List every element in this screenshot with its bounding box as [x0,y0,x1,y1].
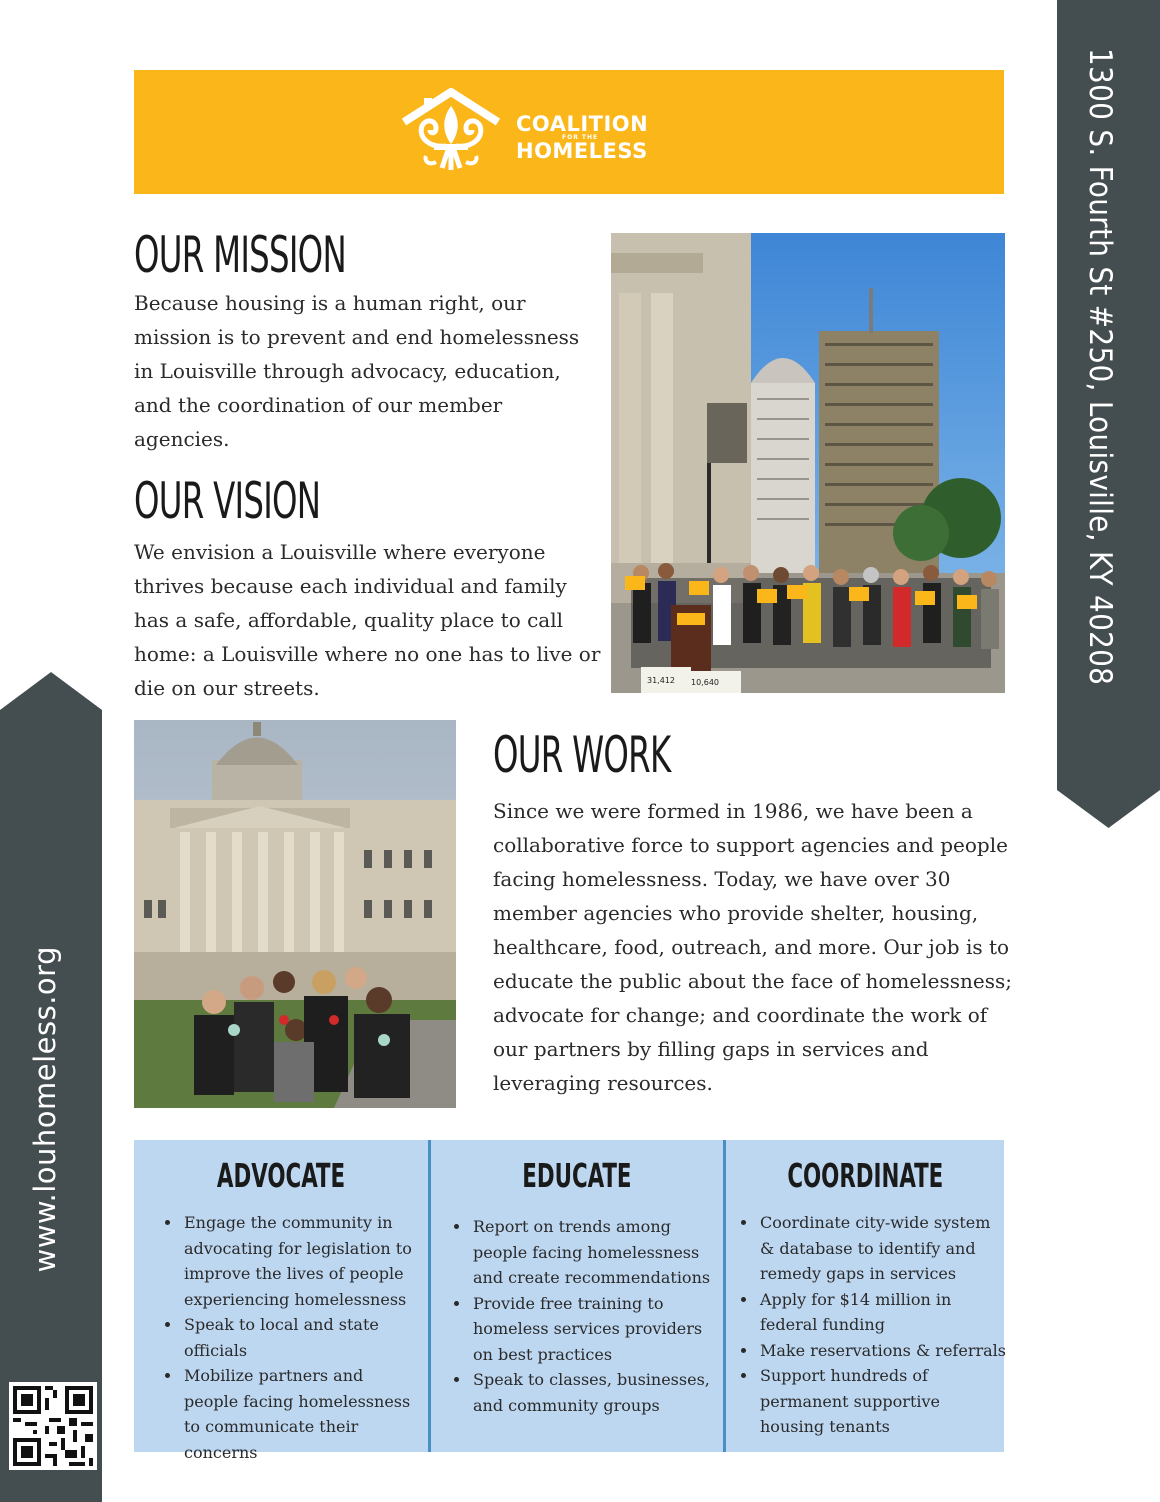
list-item: • Apply for $14 million in federal funding [758,1287,1008,1338]
list-item: • Speak to classes, businesses, and community groups [471,1367,721,1418]
list-item: • Coordinate city-wide system & database to identify and remedy gaps in services [758,1210,1008,1287]
coalition-logo [396,88,676,174]
list-item: • Speak to local and state officials [182,1312,422,1363]
vision-text: We envision a Louisville where everyone thrives because each individual and family has a safe, affordable, quality place to call home: a Louisville where no one has to live or die on our streets. [134,540,601,700]
list-item: • Provide free training to homeless services providers on best practices [471,1291,721,1368]
work-text: Since we were formed in 1986, we have been a collaborative force to support agencies and people facing homelessness. Today, we have over 30 member agencies who provide shelter, housing, healthcare, food, outreach, and more. Our job is to educate the public about the face of homelessness; advocate for change; and coordinate the work of our partners by filling gaps in services and leveraging resources. [493,799,1012,1095]
capitol-photo [134,720,456,1108]
vision-heading: OUR VISION [134,472,321,530]
rally-sign-right-number: 10,640 [691,678,719,687]
list-item: • Mobilize partners and people facing homelessness to communicate their concerns [182,1363,422,1465]
website-link[interactable]: www.louhomeless.org [28,946,62,1273]
house-fleur-de-lis-icon [396,88,506,174]
educate-column [428,1140,723,1452]
mission-heading: OUR MISSION [134,226,346,284]
logo-word-homeless: HOMELESS [516,139,648,163]
rally-sign-left-number: 31,412 [647,676,675,685]
coordinate-column [723,1140,1004,1452]
coordinate-list [740,1210,1008,1440]
qr-code[interactable] [9,1382,97,1470]
educate-list [453,1214,721,1418]
header-banner [134,70,1004,194]
list-item: • Report on trends among people facing homelessness and create recommendations [471,1214,721,1291]
advocate-list [164,1210,422,1465]
advocate-heading: ADVOCATE [216,1156,346,1195]
list-item: • Engage the community in advocating for legislation to improve the lives of people experiencing homelessness [182,1210,422,1312]
address-text: 1300 S. Fourth St #250, Louisville, KY 40208 [1082,48,1118,686]
work-heading: OUR WORK [493,726,671,784]
logo-word-coalition: COALITION [516,112,649,136]
pillars-section [134,1140,1006,1462]
list-item: • Support hundreds of permanent supportive housing tenants [758,1363,1008,1440]
coordinate-heading: COORDINATE [787,1156,943,1195]
mission-text: Because housing is a human right, our mission is to prevent and end homelessness in Louisville through advocacy, education, and the coordination of our member agencies. [134,291,580,451]
list-item: • Make reservations & referrals [758,1338,1008,1364]
logo-word-for-the: FOR THE [562,134,599,141]
advocate-column [134,1140,428,1462]
rally-photo [611,233,1005,693]
educate-heading: EDUCATE [522,1156,632,1195]
